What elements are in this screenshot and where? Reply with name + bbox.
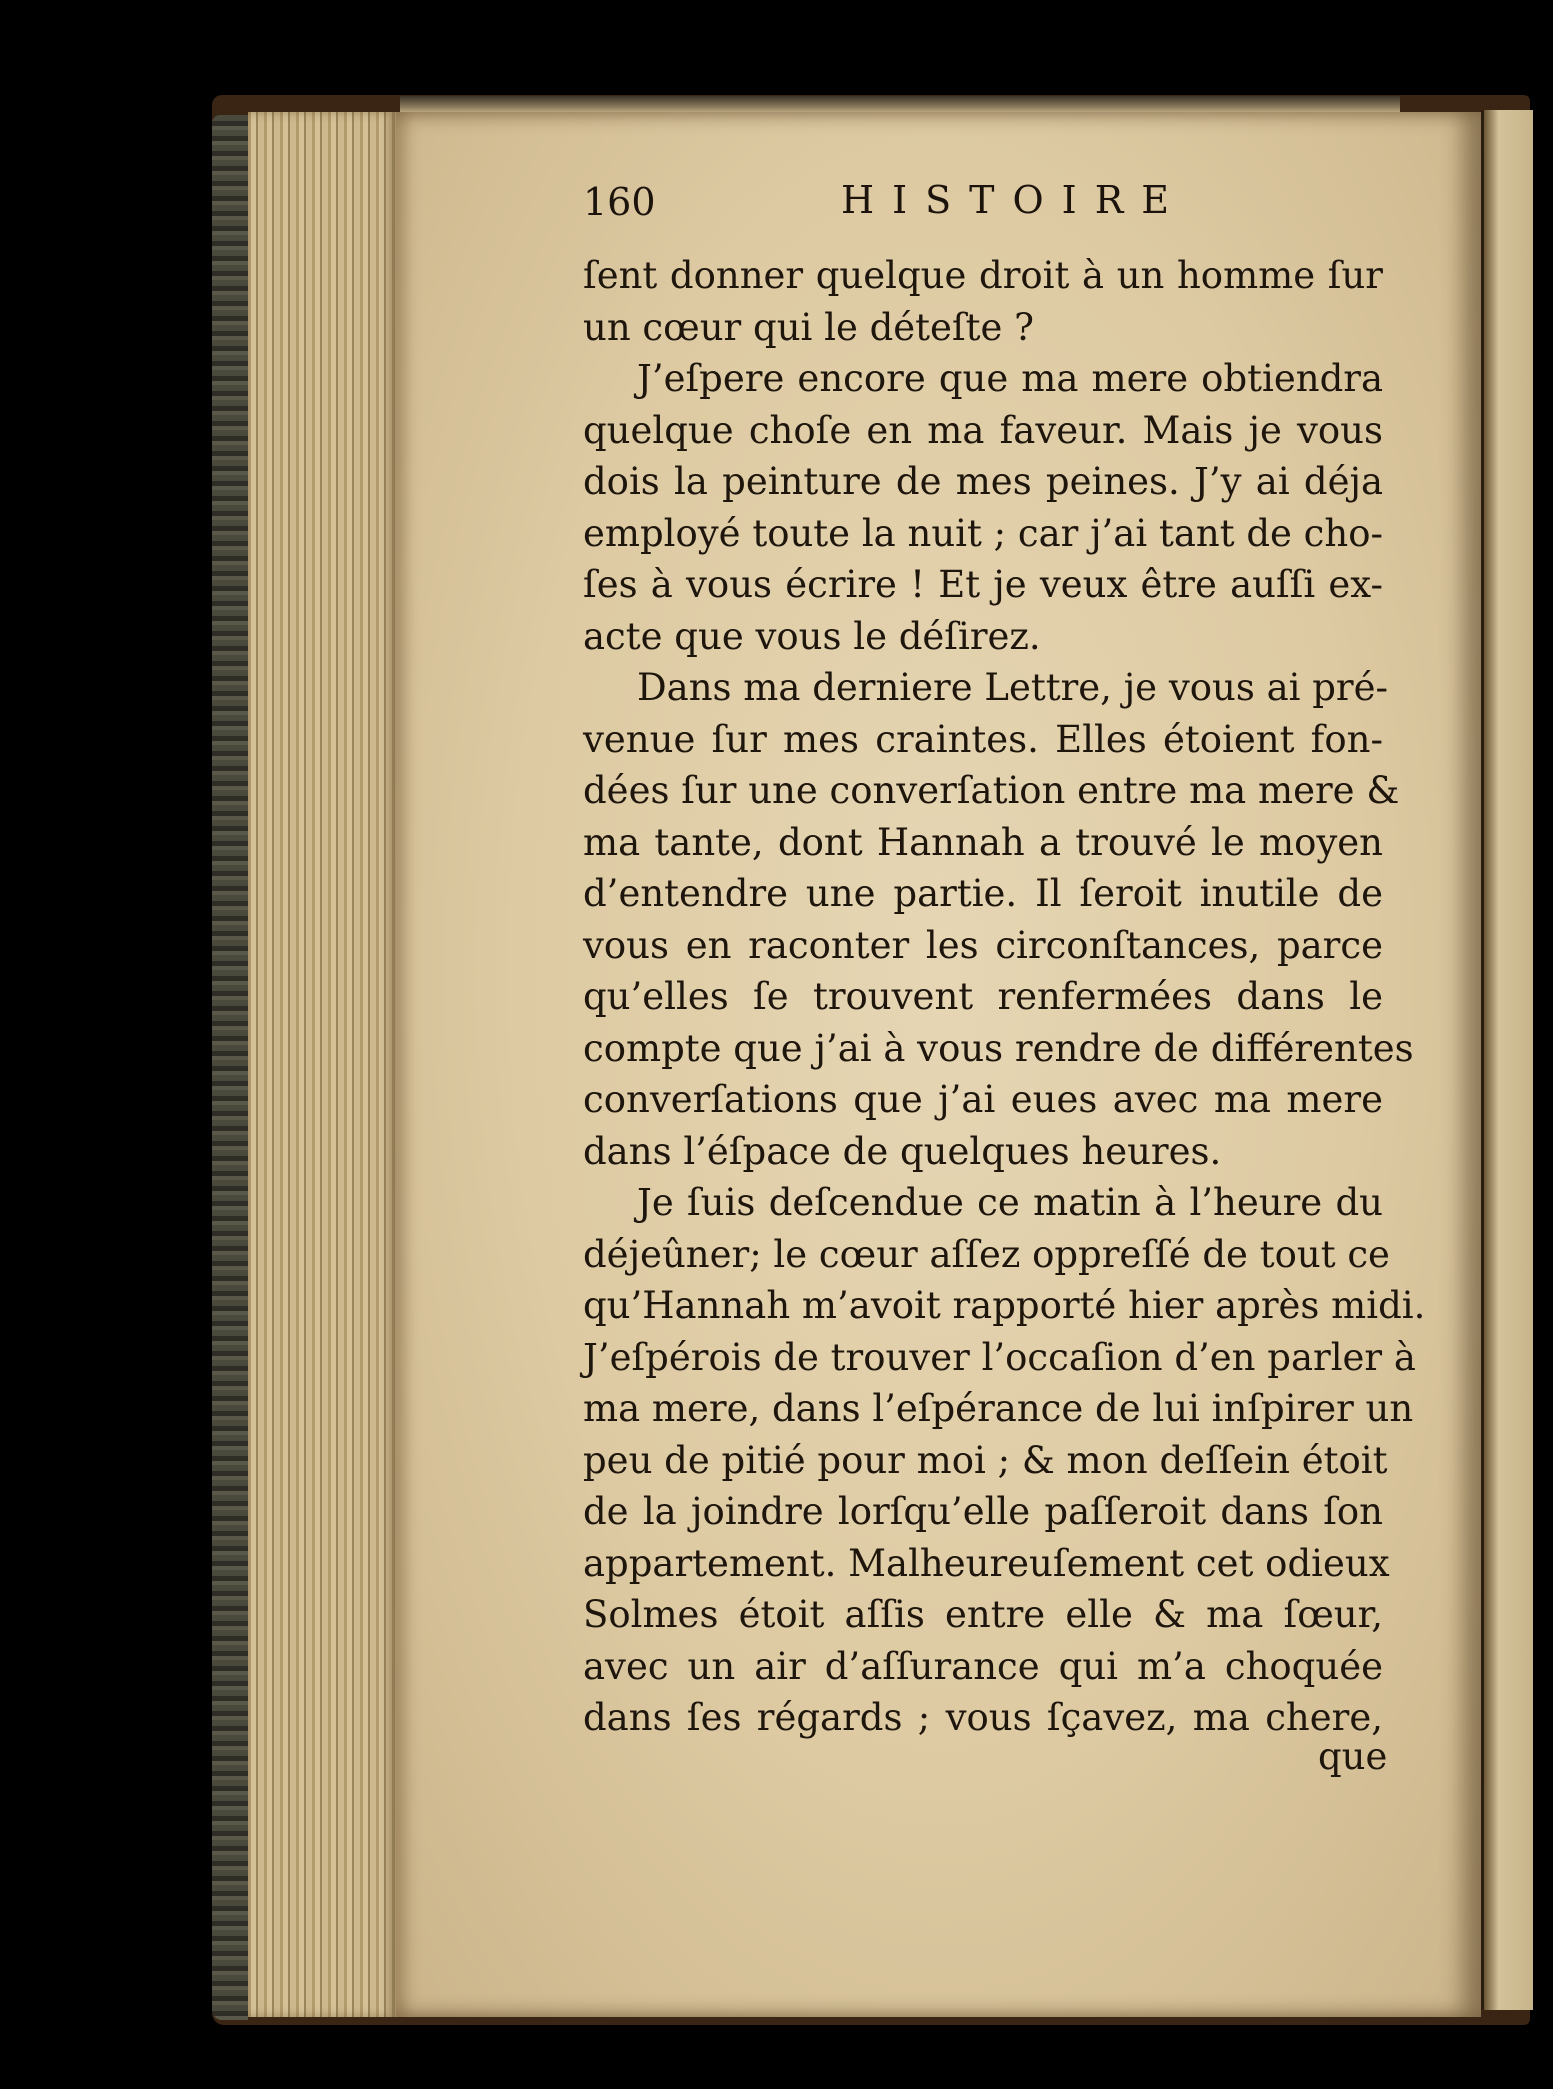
text-line: ſent donner quelque droit à un homme ſur bbox=[583, 254, 1383, 297]
text-line: avec un air d’aſſurance qui m’a choquée bbox=[583, 1644, 1383, 1688]
text-line: peu de pitié pour moi ; & mon deſſein étoit bbox=[583, 1438, 1388, 1482]
page-header bbox=[583, 178, 1383, 232]
text-line: un cœur qui le déteſte ? bbox=[583, 305, 1035, 349]
text-line: dées ſur une converſation entre ma mere & bbox=[583, 769, 1400, 812]
text-line: converſations que j’ai eues avec ma mere bbox=[583, 1078, 1383, 1121]
text-line: compte que j’ai à vous rendre de différentes bbox=[583, 1026, 1414, 1070]
text-line: Dans ma derniere Lettre, je vous ai pré- bbox=[637, 666, 1389, 709]
running-title: HISTOIRE bbox=[841, 178, 1188, 222]
text-line: dans l’éſpace de quelques heures. bbox=[583, 1129, 1222, 1173]
text-line: employé toute la nuit ; car j’ai tant de cho- bbox=[583, 511, 1384, 555]
text-line: dois la peinture de mes peines. J’y ai déja bbox=[583, 460, 1383, 503]
text-line: d’entendre une partie. Il ſeroit inutile de bbox=[583, 872, 1383, 915]
text-line: déjeûner; le cœur aſſez oppreſſé de tout ce bbox=[583, 1232, 1390, 1276]
text-line: ma tante, dont Hannah a trouvé le moyen bbox=[583, 820, 1383, 864]
text-line: dans ſes régards ; vous ſçavez, ma chere, bbox=[583, 1696, 1383, 1739]
text-line: ſes à vous écrire ! Et je veux être auſſi ex- bbox=[583, 563, 1383, 606]
text-line: vous en raconter les circonſtances, parce bbox=[583, 923, 1383, 967]
text-line: acte que vous le déſirez. bbox=[583, 614, 1041, 658]
text-line: Je ſuis deſcendue ce matin à l’heure du bbox=[637, 1181, 1383, 1224]
text-line: Solmes étoit aſſis entre elle & ma ſœur, bbox=[583, 1593, 1383, 1636]
text-line: J’eſpérois de trouver l’occaſion d’en parler à bbox=[583, 1335, 1416, 1379]
text-line: venue ſur mes craintes. Elles étoient fon- bbox=[583, 717, 1383, 761]
text-line: qu’Hannah m’avoit rapporté hier après midi. bbox=[583, 1284, 1426, 1327]
catchword: que bbox=[1318, 1735, 1388, 1778]
facing-page-edge bbox=[1481, 110, 1533, 2010]
page-stack-edge bbox=[248, 112, 396, 2017]
text-line: appartement. Malheureuſement cet odieux bbox=[583, 1541, 1390, 1585]
page-body-text bbox=[583, 250, 1426, 1744]
text-line: qu’elles ſe trouvent renfermées dans le bbox=[583, 975, 1383, 1018]
marbled-edge bbox=[212, 115, 248, 2020]
text-line: J’eſpere encore que ma mere obtiendra bbox=[637, 357, 1383, 400]
text-line: ma mere, dans l’eſpérance de lui inſpirer un bbox=[583, 1387, 1414, 1430]
text-line: de la joindre lorſqu’elle paſſeroit dans ſon bbox=[583, 1490, 1383, 1533]
text-line: quelque choſe en ma faveur. Mais je vous bbox=[583, 408, 1383, 452]
page-number: 160 bbox=[583, 180, 656, 224]
